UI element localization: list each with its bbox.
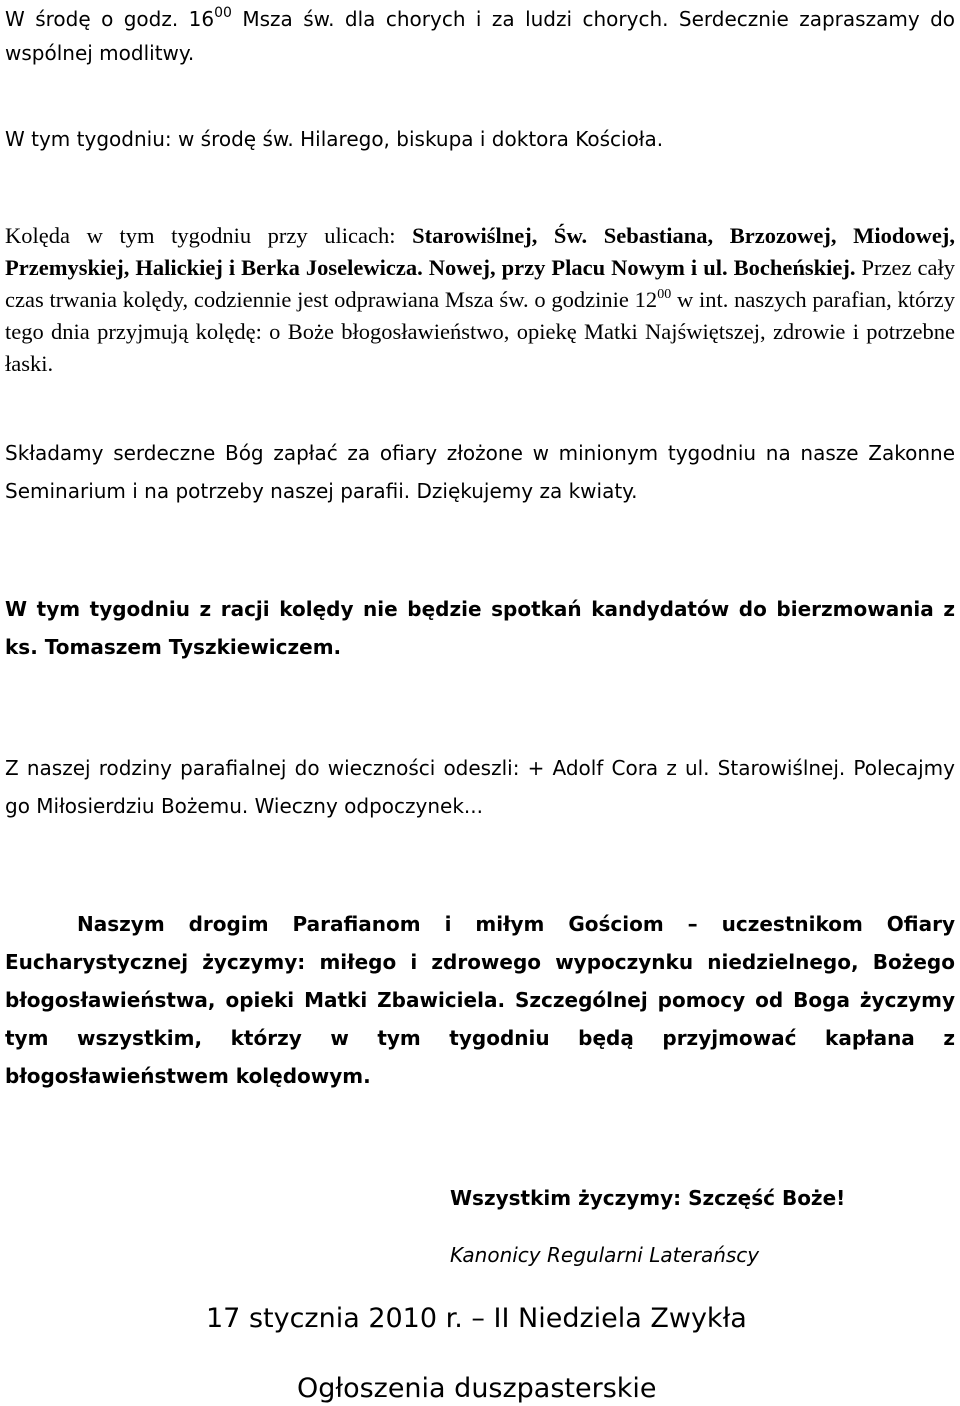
confirmation-notice-paragraph: W tym tygodniu z racji kolędy nie będzie spotkań kandydatów do bierzmowania z ks. Tomaszem Tyszkiewiczem.	[5, 597, 955, 659]
deceased-paragraph: Z naszej rodziny parafialnej do wieczności odeszli: + Adolf Cora z ul. Starowiślnej. Polecajmy go Miłosierdziu Bożemu. Wieczny odpoczynek...	[5, 756, 955, 818]
mass-for-sick-paragraph	[5, 2, 955, 70]
thanks-paragraph: Składamy serdeczne Bóg zapłać za ofiary złożone w minionym tygodniu na nasze Zakonne Seminarium i na potrzeby naszej parafii. Dziękujemy za kwiaty.	[5, 441, 955, 503]
date-text: 17 stycznia 2010 r.	[206, 1303, 472, 1334]
carol-mass-time-superscript: 00	[657, 287, 672, 302]
carol-intention-text: w int. naszych parafian, którzy tego dnia przyjmują kolędę: o Boże błogosławieństwo, opiekę Matki Najświętszej, zdrowie i potrzebne łaski.	[5, 287, 955, 376]
carol-lead-text: Kolęda w tym tygodniu przy ulicach:	[5, 223, 413, 248]
mass-time-superscript: 00	[214, 5, 232, 21]
signature: Kanonicy Regularni Laterańscy	[450, 1243, 760, 1267]
wishes-greeting-text: Wszystkim życzymy: Szczęść Boże!	[450, 1186, 846, 1210]
wishes-greeting	[450, 1184, 845, 1212]
page-heading: Ogłoszenia duszpasterskie	[297, 1373, 657, 1404]
greetings-paragraph	[5, 905, 955, 1095]
week-feast-paragraph: W tym tygodniu: w środę św. Hilarego, biskupa i doktora Kościoła.	[5, 127, 664, 151]
date-line	[206, 1302, 747, 1336]
sunday-name-text: – II Niedziela Zwykła	[471, 1303, 747, 1334]
carol-paragraph	[5, 220, 955, 380]
mass-for-sick-text: W środę o godz. 16	[5, 7, 215, 31]
mass-for-sick-text-end: Msza św. dla chorych i za ludzi chorych. Serdecznie zapraszamy do wspólnej modlitwy.	[5, 7, 956, 65]
carol-mass-text: Przez cały czas trwania kolędy, codziennie jest odprawiana Msza św. o godzinie 12	[5, 255, 955, 312]
carol-streets-text: Starowiślnej, Św. Sebastiana, Brzozowej, Miodowej, Przemyskiej, Halickiej i Berka Joselewicza. Nowej, przy Placu Nowym i ul. Bocheńskiej.	[5, 223, 955, 280]
greetings-text: Naszym drogim Parafianom i miłym Gościom – uczestnikom Ofiary Eucharystycznej życzymy: miłego i zdrowego wypoczynku niedzielnego, Bożego błogosławieństwa, opieki Matki Zbawiciela. Szczególnej pomocy od Boga życzymy tym wszystkim, którzy w tym tygodniu będą przyjmować kapłana z błogosławieństwem kolędowym.	[5, 912, 955, 1088]
